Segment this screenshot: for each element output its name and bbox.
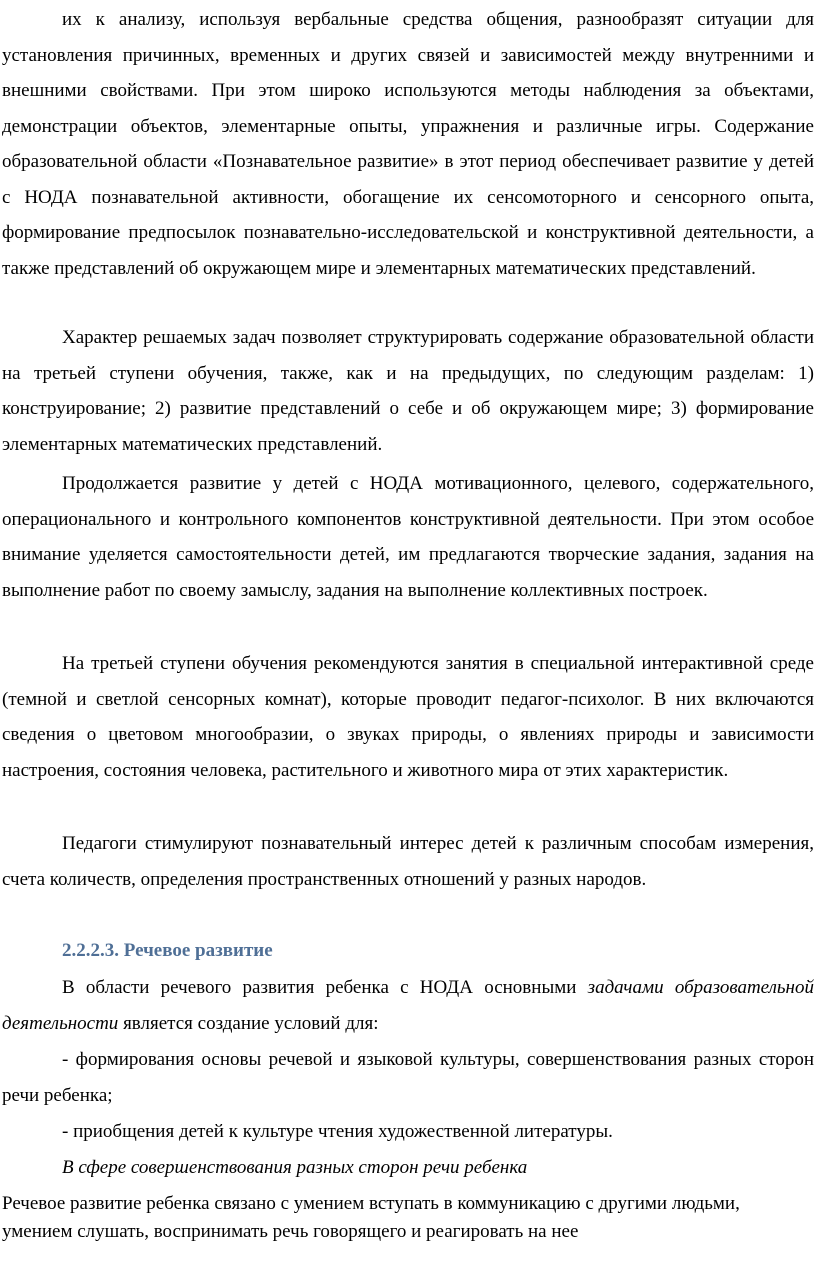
paragraph-speech-communication: Речевое развитие ребенка связано с умением вступать в коммуникацию с другими людьми, умением слушать, воспринимать речь говорящего и реагировать на нее: [2, 1193, 740, 1242]
paragraph-speech-tasks: [2, 970, 814, 1041]
section-heading-speech-development: 2.2.2.3. Речевое развитие: [62, 940, 273, 961]
paragraph-teachers-stimulate: Педагоги стимулируют познавательный интерес детей к различным способам измерения, счета количеств, определения пространственных отношений у разных народов.: [2, 833, 814, 890]
subheading-speech-improvement: В сфере совершенствования разных сторон речи ребенка: [62, 1157, 528, 1178]
paragraph-constructive-activity: Продолжается развитие у детей с НОДА мотивационного, целевого, содержательного, операционального и контрольного компонентов конструктивной деятельности. При этом особое внимание уделяется самостоятельности детей, им предлагаются творческие задания, задания на выполнение работ по своему замыслу, задания на выполнение коллективных построек.: [2, 473, 814, 601]
paragraph-sensory-rooms: На третьей ступени обучения рекомендуются занятия в специальной интерактивной среде (темной и светлой сенсорных комнат), которые проводит педагог-психолог. В них включаются сведения о цветовом многообразии, о звуках природы, о явлениях природы и зависимости настроения, состояния человека, растительного и животного мира от этих характеристик.: [2, 653, 814, 781]
speech-tasks-text-start: В области речевого развития ребенка с НОДА основными: [62, 977, 588, 998]
speech-tasks-italic: задачами образовательной деятельности: [2, 977, 814, 1034]
list-item-reading-culture: - приобщения детей к культуре чтения художественной литературы.: [62, 1121, 613, 1142]
list-item-language-culture: - формирования основы речевой и языковой культуры, совершенствования разных сторон речи ребенка;: [2, 1049, 814, 1106]
paragraph-cognitive-content: их к анализу, используя вербальные средства общения, разнообразят ситуации для установления причинных, временных и других связей и зависимостей между внутренними и внешними свойствами. При этом широко используются методы наблюдения за объектами, демонстрации объектов, элементарные опыты, упражнения и различные игры. Содержание образовательной области «Познавательное развитие» в этот период обеспечивает развитие у детей с НОДА познавательной активности, обогащение их сенсомоторного и сенсорного опыта, формирование предпосылок познавательно-исследовательской и конструктивной деятельности, а также представлений об окружающем мире и элементарных математических представлений.: [2, 9, 814, 279]
speech-tasks-text-end: является создание условий для:: [118, 1012, 379, 1034]
paragraph-task-structure: Характер решаемых задач позволяет структурировать содержание образовательной области на третьей ступени обучения, также, как и на предыдущих, по следующим разделам: 1) конструирование; 2) развитие представлений о себе и об окружающем мире; 3) формирование элементарных математических представлений.: [2, 327, 814, 455]
